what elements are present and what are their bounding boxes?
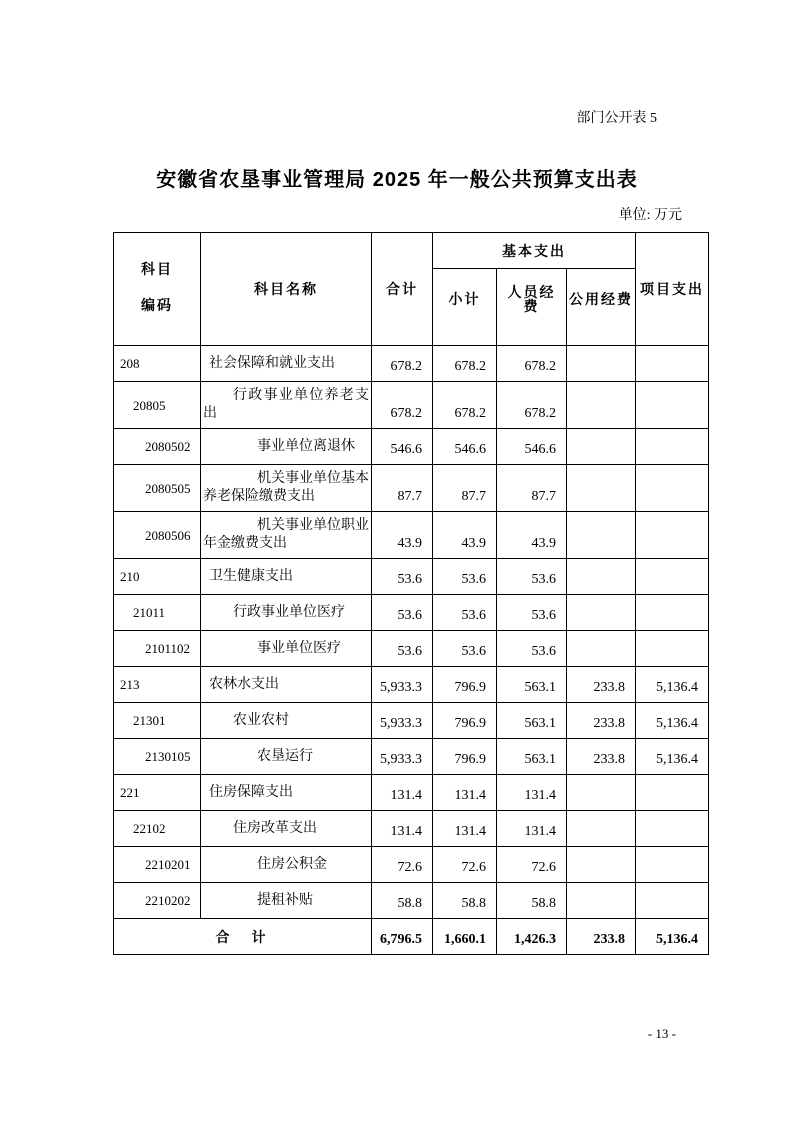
subject-code: 2080506 [145,527,191,543]
public-funds-value-cell [567,811,636,847]
header-public-funds: 公用经费 [567,269,636,346]
public-funds-value-cell [567,382,636,429]
public-funds-value-cell: 233.8 [567,703,636,739]
subject-code-cell [114,775,201,811]
subject-name-cell [201,429,372,465]
subtotal-value-cell: 43.9 [433,512,497,559]
total-value-cell: 131.4 [372,775,433,811]
subject-name-cell [201,811,372,847]
total-value-cell: 5,933.3 [372,739,433,775]
total-value-cell: 546.6 [372,429,433,465]
table-row [114,739,709,775]
personnel-value-cell: 53.6 [497,595,567,631]
total-value-cell: 58.8 [372,883,433,919]
table-row [114,595,709,631]
budget-table [113,232,709,955]
personnel-value-cell: 678.2 [497,382,567,429]
table-row [114,847,709,883]
subtotal-value-cell: 87.7 [433,465,497,512]
total-value-cell: 53.6 [372,631,433,667]
subject-code-cell [114,739,201,775]
project-value-cell [636,883,709,919]
project-value-cell [636,465,709,512]
subject-name: 住房保障支出 [209,784,293,800]
subject-code-cell [114,631,201,667]
subtotal-value-cell: 796.9 [433,667,497,703]
subject-name: 卫生健康支出 [209,568,293,584]
public-funds-value-cell [567,595,636,631]
public-funds-value-cell [567,847,636,883]
subject-code: 2080502 [145,439,191,454]
doc-label: 部门公开表 5 [576,111,657,126]
total-value-cell: 678.2 [372,346,433,382]
subject-name-cell [201,346,372,382]
total-row [114,919,709,955]
project-value-cell [636,429,709,465]
personnel-value-cell: 563.1 [497,739,567,775]
subtotal-value-cell: 58.8 [433,883,497,919]
subject-name-cell [201,465,372,512]
total-value-cell: 678.2 [372,382,433,429]
subject-code-cell [114,847,201,883]
subtotal-value-cell: 72.6 [433,847,497,883]
subject-code: 2101102 [145,641,191,656]
subject-name: 社会保障和就业支出 [209,355,335,371]
table-header [114,233,709,346]
header-basic-expenditure: 基本支出 [433,233,636,269]
project-value-cell [636,775,709,811]
subtotal-value-cell: 678.2 [433,346,497,382]
total-value-cell: 53.6 [372,559,433,595]
subject-name-cell [201,382,372,429]
total-public-cell: 233.8 [567,919,636,955]
subject-name-cell [201,703,372,739]
personnel-value-cell: 546.6 [497,429,567,465]
subject-code: 2130105 [145,749,191,764]
project-value-cell: 5,136.4 [636,703,709,739]
subject-code: 20805 [133,397,166,413]
subtotal-value-cell: 53.6 [433,559,497,595]
subject-name-cell [201,739,372,775]
header-subject-name: 科目名称 [201,233,372,346]
public-funds-value-cell [567,465,636,512]
table-row [114,631,709,667]
subtotal-value-cell: 678.2 [433,382,497,429]
subject-name: 农垦运行 [257,748,313,764]
subject-name-cell [201,847,372,883]
personnel-value-cell: 678.2 [497,346,567,382]
subject-code: 208 [120,356,140,371]
subject-name: 事业单位离退休 [257,438,355,454]
total-value-cell: 87.7 [372,465,433,512]
subject-name-cell [201,667,372,703]
page-title: 安徽省农垦事业管理局 2025 年一般公共预算支出表 [156,169,638,192]
table-row [114,883,709,919]
public-funds-value-cell [567,775,636,811]
subject-name-cell [201,631,372,667]
total-value-cell: 5,933.3 [372,667,433,703]
subtotal-value-cell: 131.4 [433,775,497,811]
personnel-value-cell: 53.6 [497,559,567,595]
subtotal-value-cell: 796.9 [433,703,497,739]
subject-code: 213 [120,677,140,692]
subject-code: 22102 [133,821,166,836]
table-row [114,703,709,739]
subject-code-cell [114,703,201,739]
subject-code-cell [114,559,201,595]
subject-code: 210 [120,569,140,584]
table-body [114,346,709,919]
project-value-cell: 5,136.4 [636,739,709,775]
total-value-cell: 72.6 [372,847,433,883]
table-row [114,512,709,559]
subject-code-cell [114,512,201,559]
table-row [114,775,709,811]
table-row [114,667,709,703]
personnel-value-cell: 131.4 [497,775,567,811]
unit-note: 单位: 万元 [618,208,682,223]
subtotal-value-cell: 546.6 [433,429,497,465]
subject-code-cell [114,382,201,429]
public-funds-value-cell [567,883,636,919]
subject-code-cell [114,811,201,847]
subject-code-cell [114,429,201,465]
subtotal-value-cell: 131.4 [433,811,497,847]
public-funds-value-cell [567,512,636,559]
subject-name: 行政事业单位医疗 [233,604,345,620]
subject-code: 2210201 [145,857,191,872]
subject-name: 机关事业单位基本养老保险缴费支出 [203,471,369,504]
subject-code: 221 [120,785,140,800]
subject-name: 提租补贴 [257,892,313,908]
header-total: 合计 [372,233,433,346]
header-personnel-line2: 费 [523,300,540,315]
project-value-cell [636,595,709,631]
subject-code-cell [114,595,201,631]
subject-code: 21011 [133,605,166,620]
total-value-cell: 131.4 [372,811,433,847]
table-row [114,811,709,847]
total-value-cell: 43.9 [372,512,433,559]
public-funds-value-cell [567,559,636,595]
subject-name-cell [201,512,372,559]
header-subtotal: 小计 [433,269,497,346]
subject-code: 2210202 [145,893,191,908]
header-personnel [497,269,567,346]
subject-code-cell [114,346,201,382]
header-subject-code [114,233,201,346]
personnel-value-cell: 87.7 [497,465,567,512]
subject-name: 农林水支出 [209,676,279,692]
project-value-cell [636,512,709,559]
personnel-value-cell: 563.1 [497,703,567,739]
subject-name-cell [201,775,372,811]
header-personnel-line1: 人员经 [507,286,556,301]
subject-name-cell [201,883,372,919]
subject-name: 机关事业单位职业年金缴费支出 [203,518,369,551]
table-row [114,382,709,429]
header-subject-code-line2: 编码 [141,299,173,314]
personnel-value-cell: 72.6 [497,847,567,883]
personnel-value-cell: 43.9 [497,512,567,559]
project-value-cell [636,382,709,429]
total-personnel-cell: 1,426.3 [497,919,567,955]
header-subject-code-line1: 科目 [141,263,173,278]
public-funds-value-cell [567,429,636,465]
table-row [114,559,709,595]
total-label: 合 计 [114,919,372,955]
total-subtotal-cell: 1,660.1 [433,919,497,955]
public-funds-value-cell: 233.8 [567,739,636,775]
subject-code-cell [114,667,201,703]
subject-code: 2080505 [145,480,191,496]
public-funds-value-cell: 233.8 [567,667,636,703]
project-value-cell [636,346,709,382]
total-value-cell: 53.6 [372,595,433,631]
subject-name-cell [201,595,372,631]
subject-code-cell [114,883,201,919]
public-funds-value-cell [567,346,636,382]
subtotal-value-cell: 796.9 [433,739,497,775]
project-value-cell [636,559,709,595]
table-row [114,429,709,465]
subject-name: 农业农村 [233,712,289,728]
table-row [114,465,709,512]
subject-name: 事业单位医疗 [257,640,341,656]
project-value-cell: 5,136.4 [636,667,709,703]
subtotal-value-cell: 53.6 [433,631,497,667]
personnel-value-cell: 53.6 [497,631,567,667]
personnel-value-cell: 563.1 [497,667,567,703]
project-value-cell [636,631,709,667]
subject-code: 21301 [133,713,166,728]
subject-name: 住房改革支出 [233,820,317,836]
subtotal-value-cell: 53.6 [433,595,497,631]
personnel-value-cell: 131.4 [497,811,567,847]
project-value-cell [636,811,709,847]
subject-name-cell [201,559,372,595]
header-project-expenditure: 项目支出 [636,233,709,346]
subject-code-cell [114,465,201,512]
public-funds-value-cell [567,631,636,667]
page-number: - 13 - [647,1026,676,1041]
subject-name: 住房公积金 [257,856,327,872]
total-sum-cell: 6,796.5 [372,919,433,955]
subject-name: 行政事业单位养老支出 [203,388,369,421]
table-row [114,346,709,382]
personnel-value-cell: 58.8 [497,883,567,919]
total-project-cell: 5,136.4 [636,919,709,955]
total-value-cell: 5,933.3 [372,703,433,739]
project-value-cell [636,847,709,883]
